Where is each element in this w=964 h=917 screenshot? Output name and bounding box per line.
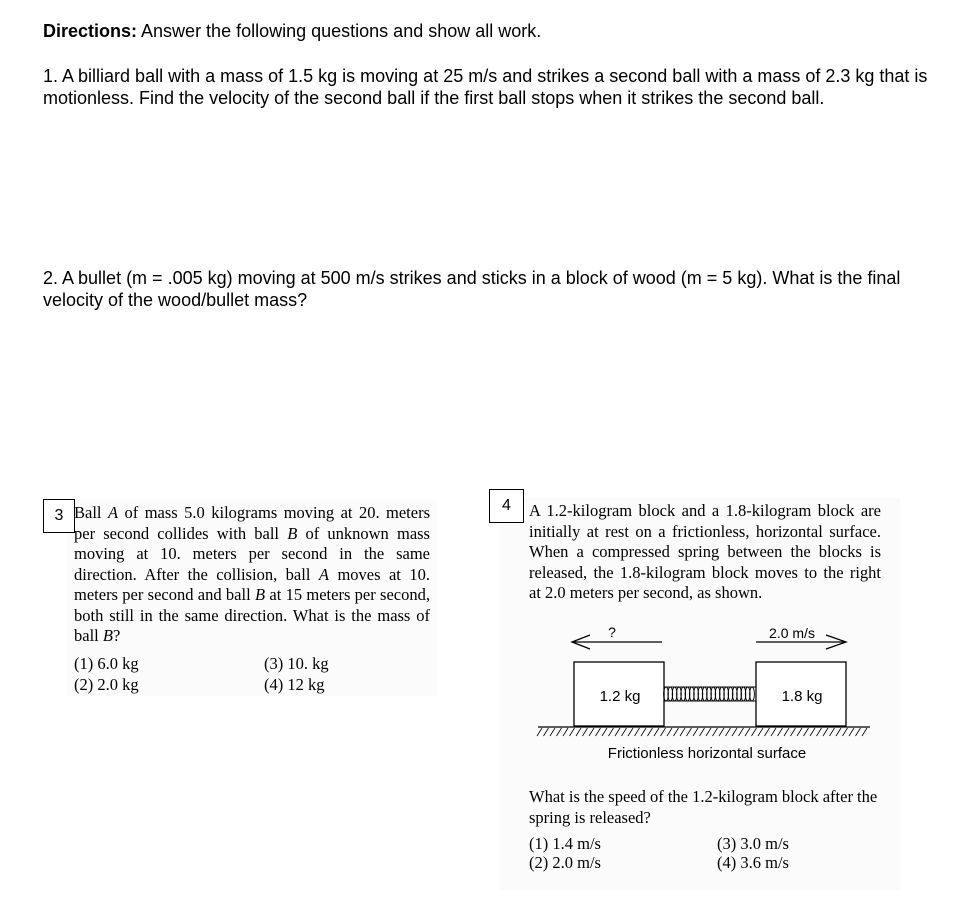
hatch-mark	[856, 728, 861, 736]
question-3-number: 3	[43, 499, 75, 533]
question-3-choice-1: (1) 6.0 kg	[74, 654, 139, 673]
compressed-spring	[664, 687, 756, 701]
hatch-mark	[797, 728, 802, 736]
hatch-mark	[648, 728, 653, 736]
hatch-mark	[680, 728, 685, 736]
question-4-choice-2: (2) 2.0 m/s	[529, 853, 601, 872]
surface-label: Frictionless horizontal surface	[607, 745, 807, 762]
hatch-mark	[602, 728, 607, 736]
hatch-mark	[576, 728, 581, 736]
surface-hatching	[537, 728, 867, 736]
hatch-mark	[713, 728, 718, 736]
hatch-mark	[804, 728, 809, 736]
hatch-mark	[544, 728, 549, 736]
question-4-prompt: What is the speed of the 1.2-kilogram block after the spring is released?	[529, 787, 878, 827]
hatch-mark	[589, 728, 594, 736]
hatch-mark	[830, 728, 835, 736]
question-4-choice-3: (3) 3.0 m/s	[717, 834, 789, 853]
left-block-label: 1.2 kg	[599, 688, 641, 705]
hatch-mark	[726, 728, 731, 736]
hatch-mark	[823, 728, 828, 736]
hatch-mark	[817, 728, 822, 736]
hatch-mark	[583, 728, 588, 736]
hatch-mark	[836, 728, 841, 736]
right-block-label: 1.8 kg	[781, 688, 823, 705]
question-1: 1. A billiard ball with a mass of 1.5 kg is moving at 25 m/s and strikes a second ball with a mass of 2.3 kg that is motionless. Find the velocity of the second ball if the first ball stops when it strikes the second ball.	[43, 66, 928, 108]
directions	[43, 20, 933, 42]
question-2: 2. A bullet (m = .005 kg) moving at 500 m/s strikes and sticks in a block of wood (m = 5 kg). What is the final velocity of the wood/bullet mass?	[43, 268, 901, 310]
hatch-mark	[557, 728, 562, 736]
hatch-mark	[810, 728, 815, 736]
directions-text: Answer the following questions and show all work.	[137, 21, 542, 41]
question-3-text: Ball A of mass 5.0 kilograms moving at 20. meters per second collides with ball B of unknown mass moving at 10. meters per second in the same direction. After the collision, ball A moves at 10. meters per second and ball B at 15 meters per second, both still in the same direction. What is the mass of ball B?	[74, 503, 431, 645]
hatch-mark	[596, 728, 601, 736]
question-4-text: A 1.2-kilogram block and a 1.8-kilogram block are initially at rest on a frictionless, horizontal surface. When a compressed spring between the blocks is released, the 1.8-kilogram block moves to the right at 2.0 meters per second, as shown.	[529, 501, 881, 602]
hatch-mark	[661, 728, 666, 736]
directions-label: Directions:	[43, 21, 138, 41]
question-3-choice-4: (4) 12 kg	[264, 675, 325, 694]
hatch-mark	[693, 728, 698, 736]
question-4-number: 4	[489, 489, 524, 523]
spring-blocks-diagram	[530, 615, 880, 770]
hatch-mark	[752, 728, 757, 736]
hatch-mark	[862, 728, 867, 736]
hatch-mark	[628, 728, 633, 736]
question-3-choice-3: (3) 10. kg	[264, 654, 329, 673]
hatch-mark	[719, 728, 724, 736]
hatch-mark	[849, 728, 854, 736]
hatch-mark	[654, 728, 659, 736]
question-4-choice-4: (4) 3.6 m/s	[717, 853, 789, 872]
hatch-mark	[706, 728, 711, 736]
hatch-mark	[609, 728, 614, 736]
hatch-mark	[641, 728, 646, 736]
hatch-mark	[791, 728, 796, 736]
right-velocity-label: 2.0 m/s	[769, 625, 815, 641]
hatch-mark	[667, 728, 672, 736]
hatch-mark	[537, 728, 542, 736]
hatch-mark	[622, 728, 627, 736]
hatch-mark	[739, 728, 744, 736]
hatch-mark	[843, 728, 848, 736]
hatch-mark	[745, 728, 750, 736]
hatch-mark	[563, 728, 568, 736]
hatch-mark	[550, 728, 555, 736]
hatch-mark	[570, 728, 575, 736]
left-velocity-arrow	[572, 635, 662, 649]
hatch-mark	[687, 728, 692, 736]
hatch-mark	[635, 728, 640, 736]
hatch-mark	[615, 728, 620, 736]
question-4-choice-1: (1) 1.4 m/s	[529, 834, 601, 853]
hatch-mark	[778, 728, 783, 736]
hatch-mark	[758, 728, 763, 736]
hatch-mark	[700, 728, 705, 736]
hatch-mark	[732, 728, 737, 736]
question-3-choice-2: (2) 2.0 kg	[74, 675, 139, 694]
left-velocity-label: ?	[608, 624, 616, 640]
hatch-mark	[784, 728, 789, 736]
hatch-mark	[765, 728, 770, 736]
hatch-mark	[674, 728, 679, 736]
hatch-mark	[771, 728, 776, 736]
